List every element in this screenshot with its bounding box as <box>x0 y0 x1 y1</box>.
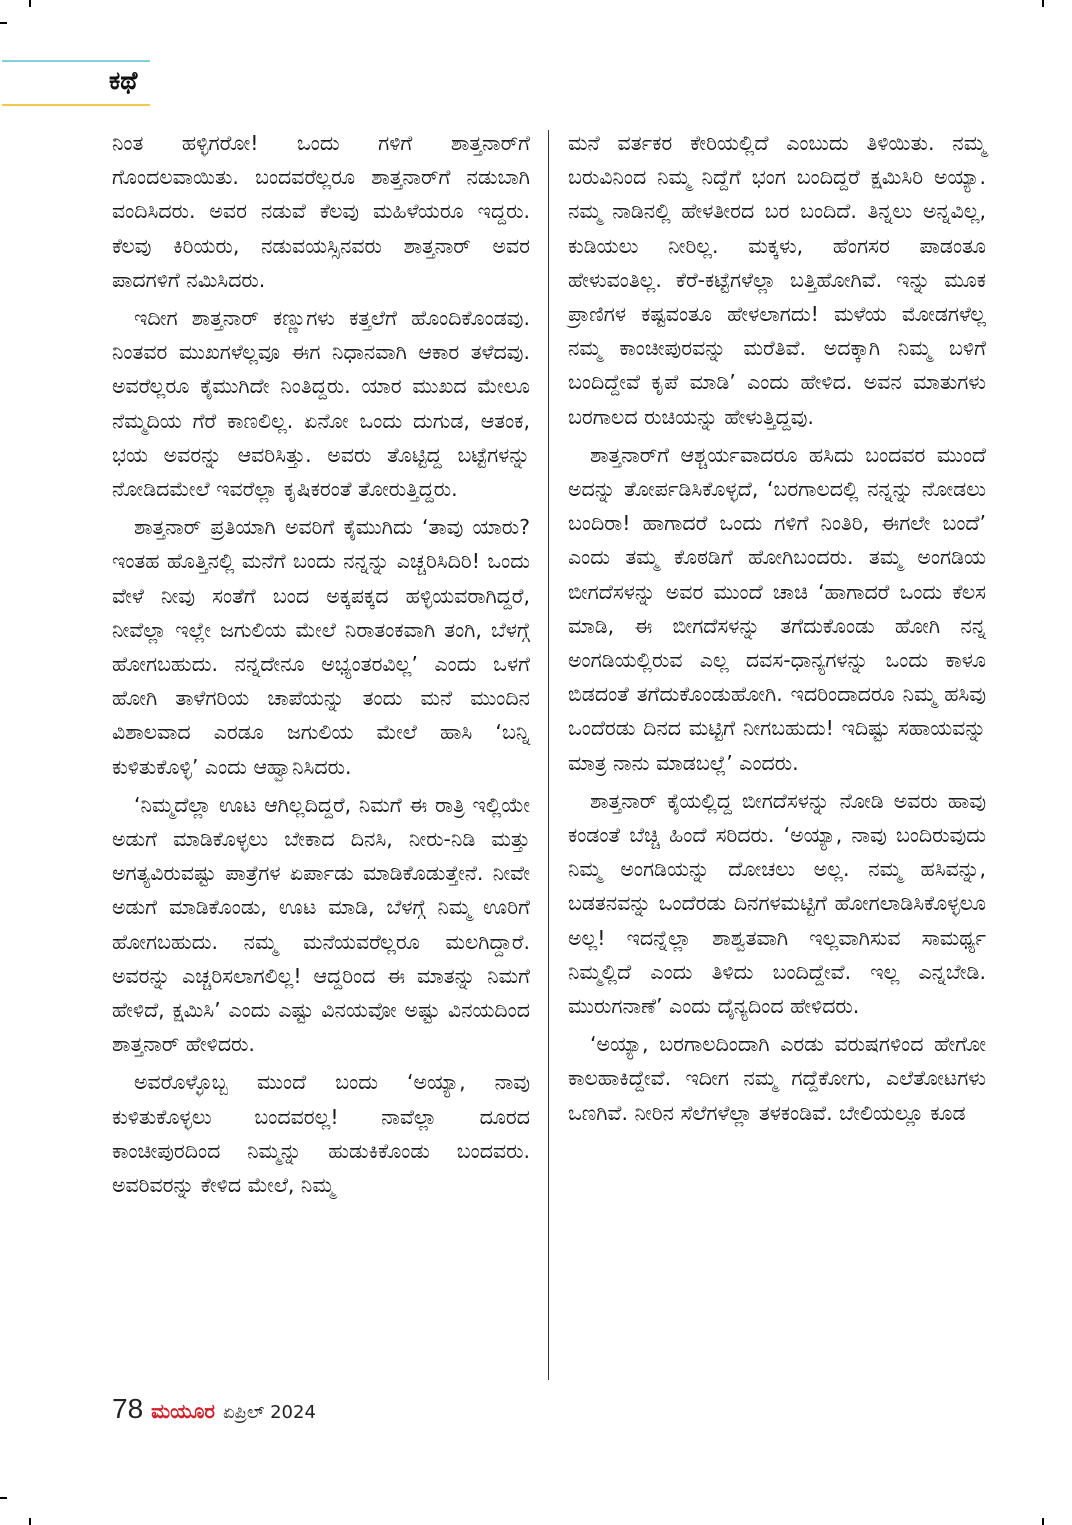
crop-mark <box>1042 1518 1044 1525</box>
paragraph: ಶಾತ್ತನಾರ್ ಪ್ರತಿಯಾಗಿ ಅವರಿಗೆ ಕೈಮುಗಿದು ‘ತಾವು ಯಾರು? ಇಂತಹ ಹೊತ್ತಿನಲ್ಲಿ ಮನೆಗೆ ಬಂದು ನನ್ನನ್ನು ಎಚ್ಚರಿಸಿದಿರಿ! ಒಂದು ವೇಳೆ ನೀವು ಸಂತೆಗೆ ಬಂದ ಅಕ್ಕಪಕ್ಕದ ಹಳ್ಳಿಯವರಾಗಿದ್ದರೆ, ನೀವೆಲ್ಲಾ ಇಲ್ಲೇ ಜಗುಲಿಯ ಮೇಲೆ ನಿರಾತಂಕವಾಗಿ ತಂಗಿ, ಬೆಳಗ್ಗೆ ಹೋಗಬಹುದು. ನನ್ನದೇನೂ ಅಭ್ಯಂತರವಿಲ್ಲ’ ಎಂದು ಒಳಗೆ ಹೋಗಿ ತಾಳೆಗರಿಯ ಚಾಪೆಯನ್ನು ತಂದು ಮನೆ ಮುಂದಿನ ವಿಶಾಲವಾದ ಎರಡೂ ಜಗುಲಿಯ ಮೇಲೆ ಹಾಸಿ ‘ಬನ್ನಿ ಕುಳಿತುಕೊಳ್ಳಿ’ ಎಂದು ಆಹ್ವಾನಿಸಿದರು. <box>112 515 530 779</box>
header-rule-bottom <box>2 104 150 106</box>
paragraph: ‘ನಿಮ್ಮದೆಲ್ಲಾ ಊಟ ಆಗಿಲ್ಲದಿದ್ದರೆ, ನಿಮಗೆ ಈ ರಾತ್ರಿ ಇಲ್ಲಿಯೇ ಅಡುಗೆ ಮಾಡಿಕೊಳ್ಳಲು ಬೇಕಾದ ದಿನಸಿ, ನೀರು-ನಿಡಿ ಮತ್ತು ಅಗತ್ಯವಿರುವಷ್ಟು ಪಾತ್ರೆಗಳ ಏರ್ಪಾಡು ಮಾಡಿಕೊಡುತ್ತೇನೆ. ನೀವೇ ಅಡುಗೆ ಮಾಡಿಕೊಂಡು, ಊಟ ಮಾಡಿ, ಬೆಳಗ್ಗೆ ನಿಮ್ಮ ಊರಿಗೆ ಹೋಗಬಹುದು. ನಮ್ಮ ಮನೆಯವರೆಲ್ಲರೂ ಮಲಗಿದ್ದಾರೆ. ಅವರನ್ನು ಎಚ್ಚರಿಸಲಾಗಲಿಲ್ಲ! ಆದ್ದರಿಂದ ಈ ಮಾತನ್ನು ನಿಮಗೆ ಹೇಳಿದೆ, ಕ್ಷಮಿಸಿ’ ಎಂದು ಎಷ್ಟು ವಿನಯವೋ ಅಷ್ಟು ವಿನಯದಿಂದ ಶಾತ್ತನಾರ್ ಹೇಳಿದರು. <box>112 792 530 1057</box>
crop-mark <box>0 22 7 24</box>
magazine-logo: ಮಯೂರ <box>151 1399 215 1423</box>
page-number: 78 <box>112 1393 144 1424</box>
paragraph: ಅವರೊಳ್ಳೊಬ್ಬ ಮುಂದೆ ಬಂದು ‘ಅಯ್ಯಾ, ನಾವು ಕುಳಿತುಕೊಳ್ಳಲು ಬಂದವರಲ್ಲ! ನಾವೆಲ್ಲಾ ದೂರದ ಕಾಂಚೀಪುರದಿಂದ ನಿಮ್ಮನ್ನು ಹುಡುಕಿಕೊಂಡು ಬಂದವರು. ಅವರಿವರನ್ನು ಕೇಳಿದ ಮೇಲೆ, ನಿಮ್ಮ <box>112 1070 530 1198</box>
crop-mark <box>1042 0 1044 7</box>
crop-mark <box>29 0 31 7</box>
left-column <box>112 126 530 1202</box>
crop-mark <box>29 1518 31 1525</box>
header-rule-top <box>2 60 150 62</box>
right-column <box>568 126 986 1130</box>
paragraph: ಮನೆ ವರ್ತಕರ ಕೇರಿಯಲ್ಲಿದೆ ಎಂಬುದು ತಿಳಿಯಿತು. ನಮ್ಮ ಬರುವಿನಿಂದ ನಿಮ್ಮ ನಿದ್ದೆಗೆ ಭಂಗ ಬಂದಿದ್ದರೆ ಕ್ಷಮಿಸಿರಿ ಅಯ್ಯಾ. ನಮ್ಮ ನಾಡಿನಲ್ಲಿ ಹೇಳತೀರದ ಬರ ಬಂದಿದೆ. ತಿನ್ನಲು ಅನ್ನವಿಲ್ಲ, ಕುಡಿಯಲು ನೀರಿಲ್ಲ. ಮಕ್ಕಳು, ಹೆಂಗಸರ ಪಾಡಂತೂ ಹೇಳುವಂತಿಲ್ಲ. ಕೆರೆ-ಕಟ್ಟೆಗಳೆಲ್ಲಾ ಬತ್ತಿಹೋಗಿವೆ. ಇನ್ನು ಮೂಕ ಪ್ರಾಣಿಗಳ ಕಷ್ಟವಂತೂ ಹೇಳಲಾಗದು! ಮಳೆಯ ಮೋಡಗಳೆಲ್ಲ ನಮ್ಮ ಕಾಂಚೀಪುರವನ್ನು ಮರೆತಿವೆ. ಅದಕ್ಕಾಗಿ ನಿಮ್ಮ ಬಳಿಗೆ ಬಂದಿದ್ದೇವೆ ಕೃಪೆ ಮಾಡಿ’ ಎಂದು ಹೇಳಿದ. ಅವನ ಮಾತುಗಳು ಬರಗಾಲದ ರುಚಿಯನ್ನು ಹೇಳುತ್ತಿದ್ದವು. <box>568 131 986 429</box>
crop-mark <box>0 1497 7 1499</box>
issue-date: ಏಪ್ರಿಲ್ 2024 <box>222 1402 316 1423</box>
paragraph: ನಿಂತ ಹಳ್ಳಿಗರೋ! ಒಂದು ಗಳಿಗೆ ಶಾತ್ತನಾರ್‌ಗೆ ಗೊಂದಲವಾಯಿತು. ಬಂದವರೆಲ್ಲರೂ ಶಾತ್ತನಾರ್‌ಗೆ ನಡುಬಾಗಿ ವಂದಿಸಿದರು. ಅವರ ನಡುವೆ ಕೆಲವು ಮಹಿಳೆಯರೂ ಇದ್ದರು. ಕೆಲವು ಕಿರಿಯರು, ನಡುವಯಸ್ಸಿನವರು ಶಾತ್ತನಾರ್ ಅವರ ಪಾದಗಳಿಗೆ ನಮಿಸಿದರು. <box>112 131 530 292</box>
page-footer <box>112 1393 316 1429</box>
paragraph: ಶಾತ್ತನಾರ್‌ಗೆ ಆಶ್ಚರ್ಯವಾದರೂ ಹಸಿದು ಬಂದವರ ಮುಂದೆ ಅದನ್ನು ತೋರ್ಪಡಿಸಿಕೊಳ್ಳದೆ, ‘ಬರಗಾಲದಲ್ಲಿ ನನ್ನನ್ನು ನೋಡಲು ಬಂದಿರಾ! ಹಾಗಾದರೆ ಒಂದು ಗಳಿಗೆ ನಿಂತಿರಿ, ಈಗಲೇ ಬಂದೆ’ ಎಂದು ತಮ್ಮ ಕೊಠಡಿಗೆ ಹೋಗಿಬಂದರು. ತಮ್ಮ ಅಂಗಡಿಯ ಬೀಗದೆಸಳನ್ನು ಅವರ ಮುಂದೆ ಚಾಚಿ ‘ಹಾಗಾದರೆ ಒಂದು ಕೆಲಸ ಮಾಡಿ, ಈ ಬೀಗದೆಸಳನ್ನು ತಗೆದುಕೊಂಡು ಹೋಗಿ ನನ್ನ ಅಂಗಡಿಯಲ್ಲಿರುವ ಎಲ್ಲ ದವಸ-ಧಾನ್ಯಗಳನ್ನು ಒಂದು ಕಾಳೂ ಬಿಡದಂತೆ ತಗೆದುಕೊಂಡುಹೋಗಿ. ಇದರಿಂದಾದರೂ ನಿಮ್ಮ ಹಸಿವು ಒಂದೆರಡು ದಿನದ ಮಟ್ಟಿಗೆ ನೀಗಬಹುದು! ಇದಿಷ್ಟು ಸಹಾಯವನ್ನು ಮಾತ್ರ ನಾನು ಮಾಡಬಲ್ಲೆ’ ಎಂದರು. <box>568 442 986 775</box>
paragraph: ಇದೀಗ ಶಾತ್ತನಾರ್ ಕಣ್ಣುಗಳು ಕತ್ತಲೆಗೆ ಹೊಂದಿಕೊಂಡವು. ನಿಂತವರ ಮುಖಗಳೆಲ್ಲವೂ ಈಗ ನಿಧಾನವಾಗಿ ಆಕಾರ ತಳೆದವು. ಅವರೆಲ್ಲರೂ ಕೈಮುಗಿದೇ ನಿಂತಿದ್ದರು. ಯಾರ ಮುಖದ ಮೇಲೂ ನೆಮ್ಮದಿಯ ಗೆರೆ ಕಾಣಲಿಲ್ಲ. ಏನೋ ಒಂದು ದುಗುಡ, ಆತಂಕ, ಭಯ ಅವರನ್ನು ಆವರಿಸಿತ್ತು. ಅವರು ತೊಟ್ಟಿದ್ದ ಬಟ್ಟೆಗಳನ್ನು ನೋಡಿದಮೇಲೆ ಇವರೆಲ್ಲಾ ಕೃಷಿಕರಂತೆ ತೋರುತ್ತಿದ್ದರು. <box>112 306 530 502</box>
paragraph: ‘ಅಯ್ಯಾ, ಬರಗಾಲದಿಂದಾಗಿ ಎರಡು ವರುಷಗಳಿಂದ ಹೇಗೋ ಕಾಲಹಾಕಿದ್ದೇವೆ. ಇದೀಗ ನಮ್ಮ ಗದ್ದೆಕೋಗು, ಎಲೆತೋಟಗಳು ಒಣಗಿವೆ. ನೀರಿನ ಸೆಲೆಗಳೆಲ್ಲಾ ತಳಕಂಡಿವೆ. ಬೇಲಿಯಲ್ಲೂ ಕೂಡ <box>568 1032 986 1125</box>
section-title: ಕಥೆ <box>109 66 138 95</box>
paragraph: ಶಾತ್ತನಾರ್ ಕೈಯಲ್ಲಿದ್ದ ಬೀಗದೆಸಳನ್ನು ನೋಡಿ ಅವರು ಹಾವು ಕಂಡಂತೆ ಬೆಚ್ಚಿ ಹಿಂದೆ ಸರಿದರು. ‘ಅಯ್ಯಾ, ನಾವು ಬಂದಿರುವುದು ನಿಮ್ಮ ಅಂಗಡಿಯನ್ನು ದೋಚಲು ಅಲ್ಲ. ನಮ್ಮ ಹಸಿವನ್ನು, ಬಡತನವನ್ನು ಒಂದೆರಡು ದಿನಗಳಮಟ್ಟಿಗೆ ಹೋಗಲಾಡಿಸಿಕೊಳ್ಳಲೂ ಅಲ್ಲ! ಇದನ್ನೆಲ್ಲಾ ಶಾಶ್ವತವಾಗಿ ಇಲ್ಲವಾಗಿಸುವ ಸಾಮರ್ಥ್ಯ ನಿಮ್ಮಲ್ಲಿದೆ ಎಂದು ತಿಳಿದು ಬಂದಿದ್ದೇವೆ. ಇಲ್ಲ ಎನ್ನಬೇಡಿ. ಮುರುಗನಾಣೆ’ ಎಂದು ದೈನ್ಯದಿಂದ ಹೇಳಿದರು. <box>568 788 986 1019</box>
column-divider <box>548 130 549 1380</box>
